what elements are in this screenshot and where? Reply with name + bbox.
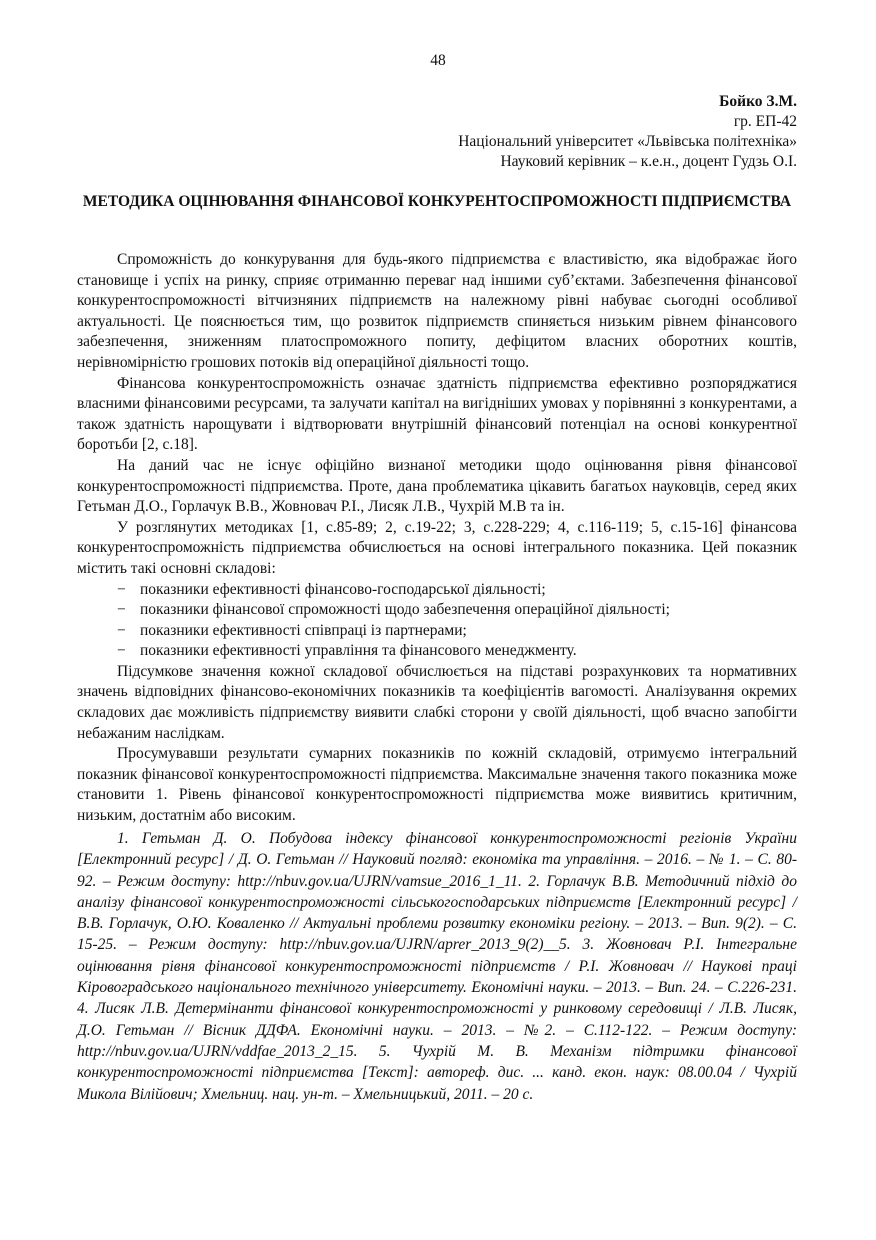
references: 1. Гетьман Д. О. Побудова індексу фінансової конкурентоспроможності регіонів України [Електронний ресурс] / Д. О. Гетьман // Науковий погляд: економіка та управління. – 2016. – № 1. – С. 80-92. – Режим доступу: http://nbuv.gov.ua/UJRN/vamsue_2016_1_11. 2. Горлачук В.В. Методичний підхід до аналізу фінансової конкурентоспроможності сільськогосподарських підприємств [Електронний ресурс] / В.В. Горлачук, О.Ю. Коваленко // Актуальні проблеми розвитку економіки регіону. – 2013. – Вип. 9(2). – С. 15-25. – Режим доступу: http://nbuv.gov.ua/UJRN/aprer_2013_9(2)__5. 3. Жовновач Р.І. Інтегральне оцінювання рівня фінансової конкурентоспроможності підприємств / Р.І. Жовновач // Наукові праці Кіровоградського національного технічного університету. Економічні науки. – 2013. – Вип. 24. – С.226-231. 4. Лисяк Л.В. Детермінанти фінансової конкурентоспроможності у ринковому середовищі / Л.В. Лисяк, Д.О. Гетьман // Вісник ДДФА. Економічні науки. – 2013. – №2. – С.112-122. – Режим доступу: http://nbuv.gov.ua/UJRN/vddfae_2013_2_15. 5. Чухрій М. В. Механізм підтримки фінансової конкурентоспроможності підприємства [Текст]: автореф. дис. ... канд. екон. наук: 08.00.04 / Чухрій Микола Вілійович; Хмельниц. нац. ун-т. – Хмельницький, 2011. – 20 с. bbox=[77, 830, 797, 1103]
page-number: 48 bbox=[430, 52, 446, 69]
article-title-text: МЕТОДИКА ОЦІНЮВАННЯ ФІНАНСОВОЇ КОНКУРЕНТОСПРОМОЖНОСТІ ПІДПРИЄМСТВА bbox=[82, 193, 792, 210]
list-item bbox=[77, 641, 797, 662]
author-block bbox=[458, 92, 797, 172]
list-item-text: показники ефективності управління та фінансового менеджменту. bbox=[140, 642, 577, 660]
list-item-text: показники ефективності фінансово-господарської діяльності; bbox=[140, 580, 546, 598]
article-title bbox=[77, 192, 797, 211]
list-item bbox=[77, 580, 797, 601]
list-marker: − bbox=[117, 601, 126, 619]
author-group: гр. ЕП-42 bbox=[733, 113, 797, 130]
list-item-text: показники фінансової спроможності щодо забезпечення операційної діяльності; bbox=[140, 601, 670, 619]
paragraph: Підсумкове значення кожної складової обчислюється на підставі розрахункових та нормативних значень відповідних фінансово-економічних показників та коефіцієнтів вагомості. Аналізування окремих складових дає можливість підприємству виявити слабкі сторони у своїй діяльності, щоб вчасно запобігти небажаним наслідкам. bbox=[77, 662, 797, 742]
components-list bbox=[77, 580, 797, 662]
list-marker: − bbox=[117, 621, 126, 639]
paragraph: Фінансова конкурентоспроможність означає здатність підприємства ефективно розпоряджатися власними фінансовими ресурсами, та залучати капітал на вигідніших умовах у порівнянні з конкурентами, а також здатність нарощувати і відтворювати внутрішній фінансовий потенціал на основі конкурентної боротьби [2, с.18]. bbox=[77, 374, 797, 454]
author-name: Бойко З.М. bbox=[719, 93, 797, 110]
paragraph: Просумувавши результати сумарних показників по кожній складовій, отримуємо інтегральний показник фінансової конкурентоспроможності підприємства. Максимальне значення такого показника може становити 1. Рівень фінансової конкурентоспроможності підприємства може виявитись критичним, низьким, достатнім або високим. bbox=[77, 745, 797, 825]
list-marker: − bbox=[117, 642, 126, 660]
paragraph: У розглянутих методиках [1, с.85-89; 2, с.19-22; 3, с.228-229; 4, с.116-119; 5, с.15-16] фінансова конкурентоспроможність підприємства обчислюється на основі інтегрального показника. Цей показник містить такі основні складові: bbox=[77, 518, 797, 577]
list-item bbox=[77, 600, 797, 621]
author-supervisor: Науковий керівник – к.е.н., доцент Гудзь О.І. bbox=[500, 153, 797, 170]
list-item-text: показники ефективності співпраці із партнерами; bbox=[140, 621, 467, 639]
list-item bbox=[77, 621, 797, 642]
paragraph: На даний час не існує офіційно визнаної методики щодо оцінювання рівня фінансової конкурентоспроможності підприємства. Проте, дана проблематика цікавить багатьох науковців, серед яких Гетьман Д.О., Горлачук В.В., Жовновач Р.І., Лисяк Л.В., Чухрій М.В та ін. bbox=[77, 456, 797, 516]
article-body bbox=[77, 250, 797, 827]
author-university: Національний університет «Львівська політехніка» bbox=[458, 133, 797, 150]
list-marker: − bbox=[117, 580, 126, 598]
paragraph: Спроможність до конкурування для будь-якого підприємства є властивістю, яка відображає його становище і успіх на ринку, сприяє отриманню переваг над іншими суб’єктами. Забезпечення фінансової конкурентоспроможності вітчизняних підприємств на належному рівні набуває сьогодні особливої актуальності. Це пояснюється тим, що розвиток підприємств спиняється низьким рівнем фінансового забезпечення, зниженням платоспроможного попиту, дефіцитом власних оборотних коштів, нерівномірністю грошових потоків від операційної діяльності тощо. bbox=[77, 251, 797, 371]
